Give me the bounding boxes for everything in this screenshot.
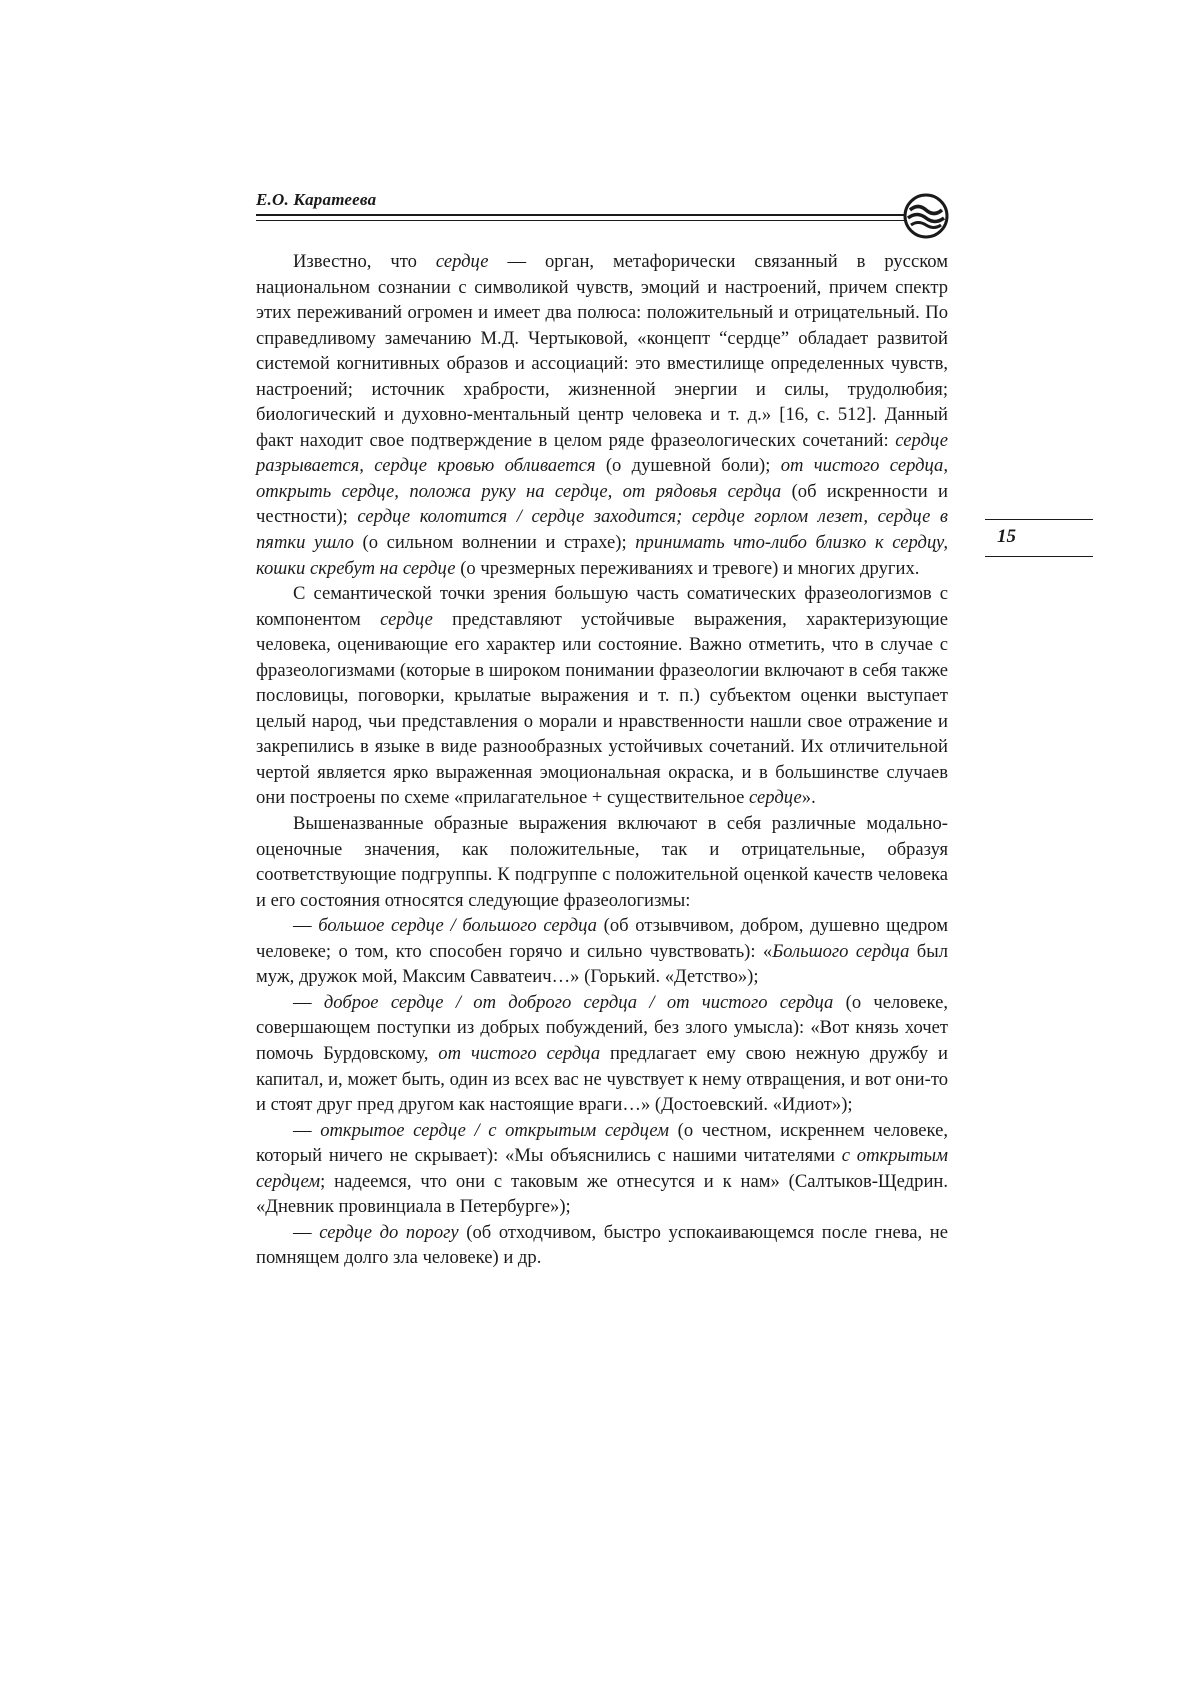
text-run: —	[293, 1119, 321, 1141]
body-text	[256, 249, 948, 1271]
paragraph	[256, 811, 948, 913]
italic-phrase: большое сердце / большого сердца	[318, 915, 597, 937]
header-rule-thick	[256, 214, 906, 216]
wave-circle-logo-icon	[902, 192, 950, 240]
italic-phrase: Большого сердца	[772, 940, 910, 962]
text-run: был муж, дружок мой, Максим Савватеич…» (Горький. «Детство»);	[256, 940, 948, 988]
italic-phrase: сердце до порогу	[319, 1221, 459, 1243]
italic-phrase: сердце колотится / сердце заходится; сердце горлом лезет, сердце в пятки ушло	[256, 506, 948, 554]
text-run: —	[293, 915, 319, 937]
text-run: ».	[801, 787, 816, 809]
text-run: (о честном, искреннем человеке, который ничего не скрывает): «Мы объяснились с нашими читателями	[256, 1119, 948, 1167]
author-name: Е.О. Каратеева	[256, 190, 377, 209]
italic-phrase: принимать что-либо близко к сердцу, кошки скребут на сердце	[256, 532, 948, 579]
running-header	[256, 190, 906, 210]
text-run: —	[293, 1221, 320, 1243]
text-run: Вышеназванные образные выражения включают в себя различные модально-оценочные значения, как положительные, так и отрицательные, образуя соответствующие подгруппы. К подгруппе с положительной оценкой качеств человека и его состояния относятся следующие фразеологизмы:	[256, 813, 948, 911]
text-run: (о сильном волнении и страхе);	[353, 532, 636, 554]
paragraph	[256, 1118, 948, 1220]
text-run: предлагает ему свою нежную дружбу и капитал, и, может быть, один из всех вас не чувствует к нему отвращения, и вот они-то и стоят друг пред другом как настоящие враги…» (Достоевский. «Идиот»);	[256, 1042, 948, 1116]
text-run: С семантической точки зрения большую часть соматических фразеологизмов с компонентом	[256, 583, 948, 630]
text-run: (о душевной боли);	[595, 455, 781, 477]
italic-phrase: открытое сердце / с открытым сердцем	[320, 1119, 670, 1141]
text-run: (о человеке, совершающем поступки из добрых побуждений, без злого умысла): «Вот князь хочет помочь Бурдовскому,	[256, 991, 948, 1064]
italic-phrase: от чистого сердца, открыть сердце, положа руку на сердце, от рядовья сердца	[256, 455, 948, 502]
paragraph	[256, 1220, 948, 1271]
text-run: (о чрезмерных переживаниях и тревоге) и многих других.	[455, 557, 920, 579]
italic-phrase: сердце разрывается, сердце кровью обливается	[256, 429, 948, 477]
text-run: Известно, что	[293, 251, 436, 272]
italic-phrase: от чистого сердца	[438, 1042, 601, 1064]
italic-phrase: сердце	[380, 608, 433, 630]
paragraph	[256, 990, 948, 1118]
italic-phrase: с открытым сердцем	[256, 1145, 948, 1192]
paragraph	[256, 581, 948, 811]
text-run: (об отзывчивом, добром, душевно щедром человеке; о том, кто способен горячо и сильно чувствовать): «	[256, 915, 948, 962]
text-run: — орган, метафорически связанный в русском национальном сознании с символикой чувств, эмоций и настроений, причем спектр этих переживаний огромен и имеет два полюса: положительный и отрицательный. По справедливому замечанию М.Д. Чертыковой, «концепт “сердце” обладает развитой системой когнитивных образов и ассоциаций: это вместилище определенных чувств, настроений; источник храбрости, жизненной энергии и силы, трудолюбия; биологический и духовно-ментальный центр человека и т. д.» [16, с. 512]. Данный факт находит свое подтверждение в целом ряде фразеологических сочетаний:	[256, 251, 948, 451]
header-rule-thin	[256, 220, 906, 221]
italic-phrase: доброе сердце / от доброго сердца / от чистого сердца	[323, 991, 834, 1013]
paragraph	[256, 913, 948, 990]
page-number: 15	[997, 526, 1016, 547]
text-run: ; надеемся, что они с таковым же отнесутся и к нам» (Салтыков-Щедрин. «Дневник провинциала в Петербурге»);	[256, 1170, 948, 1218]
paragraph	[256, 249, 948, 581]
italic-phrase: сердце	[435, 251, 489, 272]
italic-phrase: сердце	[749, 787, 802, 809]
text-run: —	[293, 991, 324, 1013]
page-number-box	[985, 519, 1093, 557]
text-run: (об отходчивом, быстро успокаивающемся после гнева, не помнящем долго зла человеке) и др.	[256, 1221, 948, 1269]
text-run: представляют устойчивые выражения, характеризующие человека, оценивающие его характер или состояние. Важно отметить, что в случае с фразеологизмами (которые в широком понимании фразеологии включают в себя также пословицы, поговорки, крылатые выражения и т. п.) субъектом оценки выступает целый народ, чьи представления о морали и нравственности нашли свое отражение и закрепились в языке в виде разнообразных устойчивых сочетаний. Их отличительной чертой является ярко выраженная эмоциональная окраска, и в большинстве случаев они построены по схеме «прилагательное + существительное	[256, 608, 948, 809]
text-run: (об искренности и честности);	[256, 480, 948, 528]
